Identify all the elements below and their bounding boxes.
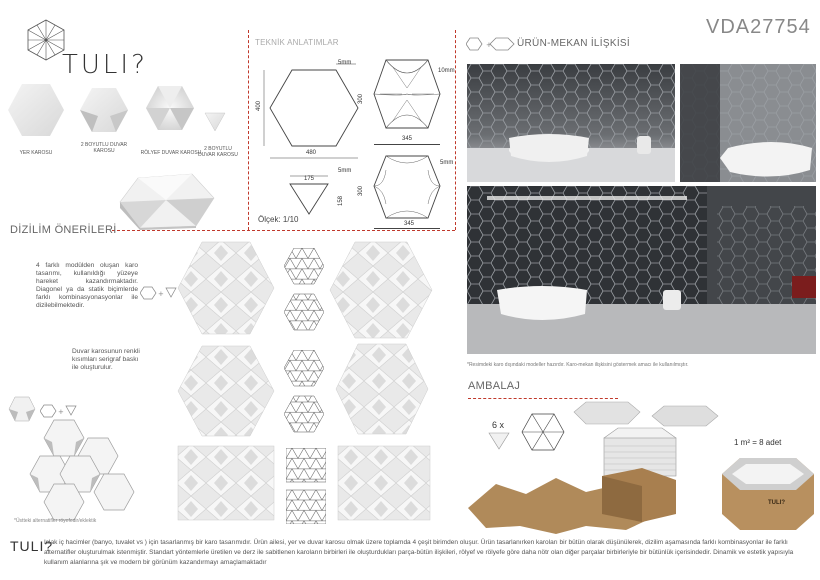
dim-480: 480 xyxy=(306,150,317,156)
product-wall-tile-2d xyxy=(78,86,130,134)
dim-345: 345 xyxy=(402,136,413,142)
tech-drawing-hex-wall xyxy=(372,150,442,226)
product-triangle-tile xyxy=(204,112,226,132)
dim-5mm-b: 5mm xyxy=(338,168,352,174)
layout-icons-1 xyxy=(140,286,178,300)
dim-5mm: 5mm xyxy=(338,60,352,66)
packaging-formula: 1 m² = 8 adet xyxy=(734,438,782,447)
layout-icons-2 xyxy=(40,404,78,418)
layout-hex-1 xyxy=(176,240,276,336)
brand-logo: TULI? xyxy=(62,50,148,80)
layout-description: 4 farklı modülden oluşan karo tasarımı, kullanıldığı yüzeye hareket kazandırmaktadır. Diagonel ya da statik biçimlerde farklı kombinasyonasyonlar ile dizilebilmektedir. xyxy=(36,262,138,309)
dim-line-345-b xyxy=(374,228,440,229)
dim-300: 300 xyxy=(358,93,365,105)
layout-title: DİZİLİM ÖNERİLERİ xyxy=(10,224,117,236)
layout-pattern-2 xyxy=(284,350,324,436)
product-floor-tile xyxy=(6,82,66,138)
divider-dashed-h xyxy=(112,230,455,231)
product-relief-tile xyxy=(144,84,196,132)
dim-line-345 xyxy=(374,144,440,145)
packaging-title: AMBALAJ xyxy=(468,380,521,392)
photo-bathroom-2 xyxy=(680,64,816,182)
svg-text:+: + xyxy=(58,408,64,416)
dim-345-b: 345 xyxy=(404,221,415,227)
tech-drawing-hex-relief xyxy=(372,56,442,136)
packaging-box xyxy=(720,452,816,532)
layout-pattern-3 xyxy=(286,448,326,524)
relation-icons xyxy=(466,36,516,52)
packaging-box-logo: TULI? xyxy=(768,500,785,506)
footer-text: Islak iç hacimler (banyo, tuvalet vs ) için tasarlanmış bir karo tasarımıdır. Ürün ailesi, yer ve duvar karosu olmak üzere toplamda 4 çeşit birimden oluşur. Ürün tasarlanırken karoları bir bütün olarak düşünülerek, dizilim aşamasında farklı kombinasyonlar ile farklı alternatifler oluşturulmak istenmiştir. Standart yöntemlerle üretilen ve derz ile sabitlenen karoların birbirleri ile oluşturdukları parça-bütün ilişkileri, rölyef ve rölyefe göre daha nötr olan diğer parçalar birbirleriyle bir bütünlük içerisindedir. Dinamik ve estetik yapısıyla kullanım alanlarına şık ve modern bir görünüm kazandırmayı amaçlamaktadır xyxy=(44,539,794,566)
product-label-1: YER KAROSU xyxy=(19,150,53,156)
svg-text:+: + xyxy=(486,41,492,49)
divider-dashed-v2 xyxy=(455,30,457,230)
product-label-4: 2 BOYUTLU DUVAR KAROSU xyxy=(198,146,238,158)
relief-tile-render xyxy=(118,172,216,230)
relation-title: ÜRÜN-MEKAN İLİŞKİSİ xyxy=(517,38,630,49)
dim-158: 158 xyxy=(338,195,345,207)
layout-hex-3b xyxy=(336,444,432,522)
packaging-cardboard-net xyxy=(466,456,716,536)
layout-note: Duvar karosunun renkli kısımları serigraf baskı ile oluşturulur. xyxy=(72,348,140,371)
layout-hex-2 xyxy=(176,344,276,438)
divider-dashed-v1 xyxy=(248,30,250,230)
dim-300-b: 300 xyxy=(358,185,365,197)
product-label-2: 2 BOYUTLU DUVAR KAROSU xyxy=(80,142,128,154)
photo-bathroom-1 xyxy=(467,64,675,182)
tech-drawing-hex-large xyxy=(262,54,366,162)
packaging-hex-grid xyxy=(520,412,566,452)
footer-logo: TULI? xyxy=(10,538,54,554)
packaging-divider xyxy=(468,398,618,399)
packaging-count: 6 x xyxy=(492,420,505,430)
layout-hex-2b xyxy=(334,342,430,436)
dim-400: 400 xyxy=(256,100,263,112)
photo-bathroom-3 xyxy=(467,186,816,354)
layout-hex-3 xyxy=(176,444,276,522)
dim-5mm-c: 5mm xyxy=(440,160,454,166)
dim-10mm: 10mm xyxy=(438,68,455,74)
layout-caption: *Üstteki alternatifler röyefedir/eklektik xyxy=(14,518,97,524)
relation-caption: *Resimdeki karo dışındaki modeller hazırdır. Karo-mekan ilişkisini göstermek amacı ile kullanılmıştır. xyxy=(467,362,689,368)
layout-hex-1b xyxy=(328,240,434,340)
packaging-triangle-icon xyxy=(488,432,510,450)
svg-text:+: + xyxy=(158,290,164,298)
layout-pattern-1 xyxy=(284,248,324,340)
technical-scale: Ölçek: 1/10 xyxy=(258,215,299,224)
layout-honeycomb xyxy=(22,418,142,522)
product-label-3: RÖLYEF DUVAR KAROSU xyxy=(140,150,202,156)
technical-title: TEKNİK ANLATIMLAR xyxy=(255,38,339,47)
dim-175: 175 xyxy=(304,176,315,182)
product-code: VDA27754 xyxy=(706,16,811,38)
